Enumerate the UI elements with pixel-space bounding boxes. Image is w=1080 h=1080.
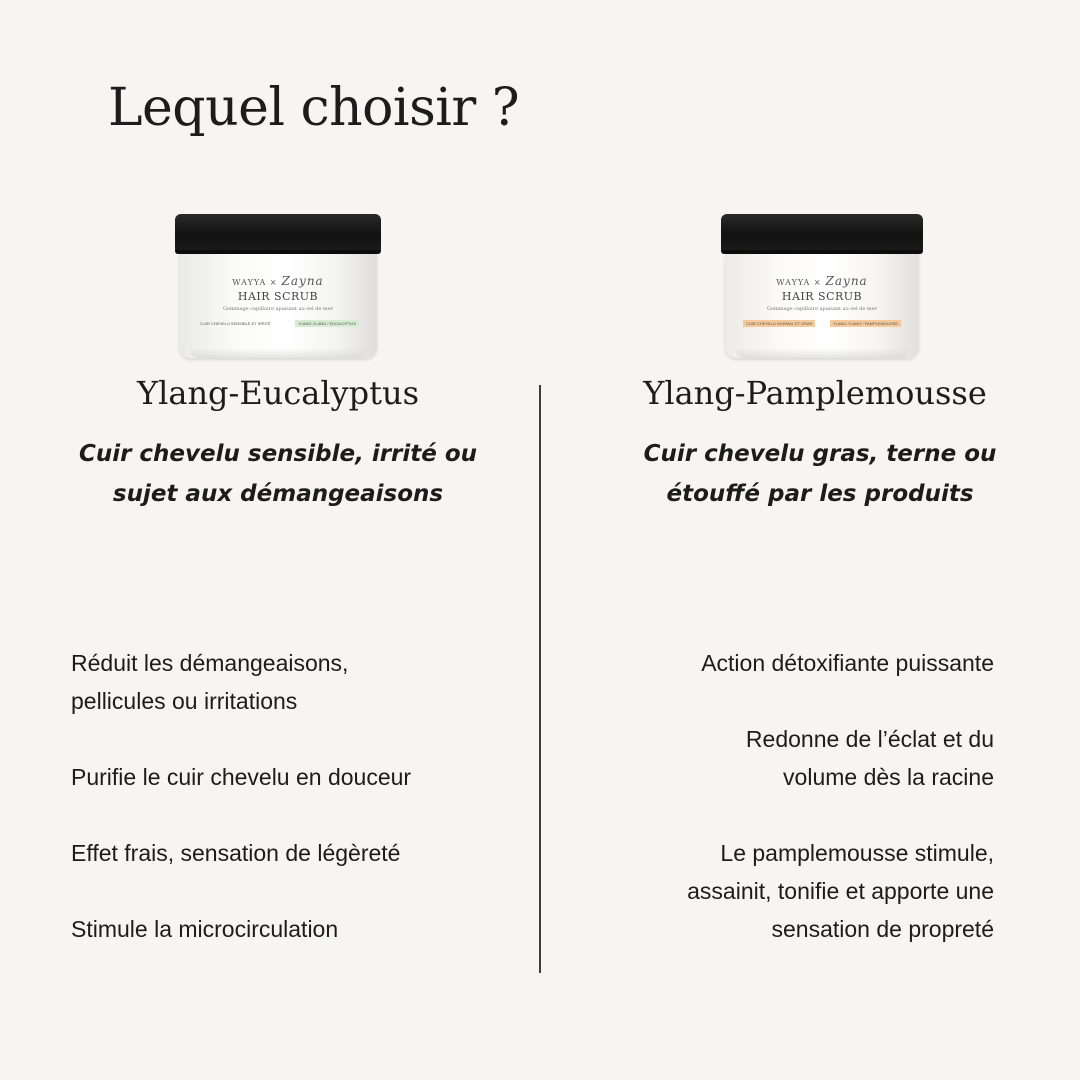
- tagline-line: sujet aux démangeaisons: [112, 481, 444, 507]
- benefit-item: [71, 834, 400, 872]
- jar-brand: [179, 274, 377, 288]
- jar-tag-left: CUIR CHEVELU NORMAL ET GRAS: [743, 320, 815, 327]
- benefit-line: Redonne de l’éclat et du: [745, 726, 994, 752]
- benefit-line: sensation de propreté: [771, 916, 994, 942]
- benefit-line: Le pamplemousse stimule,: [720, 840, 994, 866]
- jar-signature: Zayna: [825, 274, 868, 288]
- benefit-item: [687, 834, 994, 948]
- jar-base: [189, 348, 367, 358]
- jar-tag-left: CUIR CHEVELU SENSIBLE ET IRRITÉ: [200, 321, 271, 326]
- benefit-line: pellicules ou irritations: [71, 688, 298, 714]
- benefit-item: [71, 910, 338, 948]
- jar-label-bar: [197, 320, 359, 327]
- tagline-line: Cuir chevelu sensible, irrité ou: [78, 441, 478, 467]
- tagline-line: étouffé par les produits: [666, 481, 974, 507]
- benefit-line: Stimule la microcirculation: [71, 916, 339, 942]
- jar-brand-text: WAYYA ×: [232, 278, 278, 287]
- jar-subtitle: Gommage capillaire apaisant au sel de mer: [223, 306, 333, 312]
- eucalyptus-jar-image: [175, 214, 381, 358]
- tagline-eucalyptus: [8, 434, 548, 514]
- benefit-item: [71, 644, 348, 720]
- page-title: Lequel choisir ?: [108, 78, 520, 138]
- jar-base: [735, 348, 909, 358]
- jar-subtitle: Gommage capillaire apaisant au sel de mer: [767, 306, 877, 312]
- jar-product-name: HAIR SCRUB: [237, 290, 319, 303]
- jar-body: [725, 254, 919, 358]
- benefit-line: volume dès la racine: [783, 764, 994, 790]
- jar-brand: [725, 274, 919, 288]
- product-name-pamplemousse: Ylang-Pamplemousse: [643, 374, 987, 412]
- benefit-line: Purifie le cuir chevelu en douceur: [71, 764, 412, 790]
- jar-body: [179, 254, 377, 358]
- benefit-line: assainit, tonifie et apporte une: [687, 878, 994, 904]
- jar-brand-text: WAYYA ×: [776, 278, 822, 287]
- jar-tag-right: YLANG-YLANG / EUCALYPTUS: [295, 320, 359, 327]
- tagline-line: Cuir chevelu gras, terne ou: [643, 441, 997, 467]
- jar-tag-right: YLANG-YLANG / PAMPLEMOUSSE: [830, 320, 901, 327]
- benefit-item: [746, 720, 994, 796]
- pamplemousse-jar-image: [721, 214, 923, 358]
- benefit-line: Réduit les démangeaisons,: [71, 650, 349, 676]
- jar-label-bar: [743, 320, 901, 327]
- tagline-pamplemousse: [550, 434, 1080, 514]
- benefit-line: Action détoxifiante puissante: [701, 650, 994, 676]
- benefit-item: [71, 758, 411, 796]
- jar-product-name: HAIR SCRUB: [781, 290, 863, 303]
- jar-signature: Zayna: [281, 274, 324, 288]
- jar-lid: [175, 214, 381, 252]
- product-name-eucalyptus: Ylang-Eucalyptus: [137, 374, 419, 412]
- benefit-item: [701, 644, 994, 682]
- benefit-line: Effet frais, sensation de légèreté: [71, 840, 401, 866]
- jar-lid: [721, 214, 923, 252]
- column-divider: [539, 385, 541, 973]
